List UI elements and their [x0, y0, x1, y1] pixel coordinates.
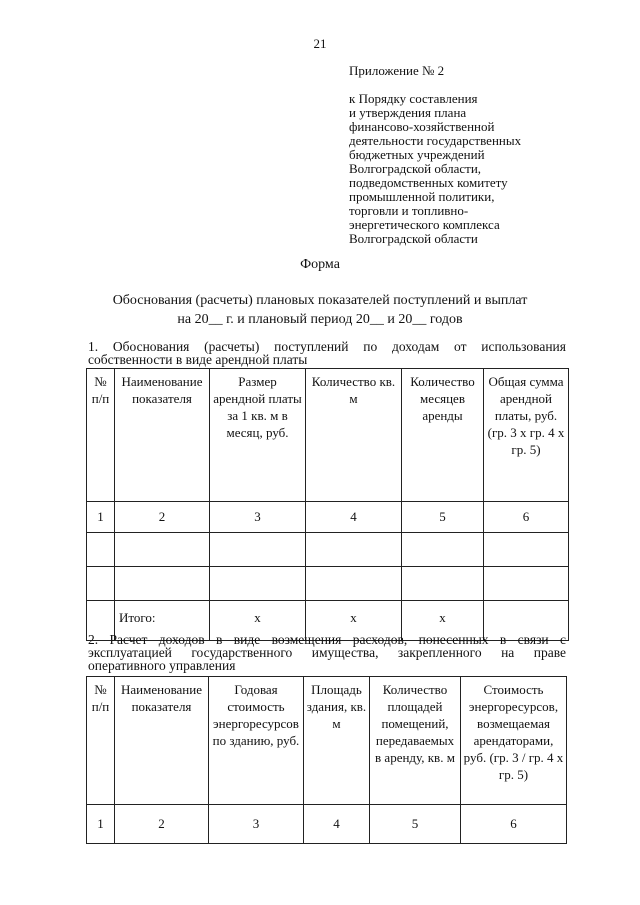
appendix-line: к Порядку составления: [349, 91, 478, 106]
table-header-row: [87, 369, 569, 502]
table-cell: [402, 533, 484, 567]
column-number: 6: [484, 502, 569, 533]
section2-heading: 2. Расчет доходов в виде возмещения расходов, понесенных в связи с эксплуатацией государственного имущества, закрепленного на праве оперативного управления: [88, 632, 566, 673]
header-cell: Размер арендной платы за 1 кв. м в месяц, руб.: [210, 369, 306, 502]
appendix-line: деятельности государственных: [349, 133, 522, 148]
header-cell: Стоимость энергоресурсов, возмещаемая арендаторами, руб. (гр. 3 / гр. 4 х гр. 5): [461, 677, 567, 805]
form-label: Форма: [300, 257, 340, 272]
appendix-line: промышленной политики,: [349, 189, 495, 204]
column-number: 5: [370, 805, 461, 844]
column-number: 4: [304, 805, 370, 844]
total-cell: х: [402, 601, 484, 641]
table-cell: [306, 533, 402, 567]
header-cell: Годовая стоимость энергоресурсов по зданию, руб.: [209, 677, 304, 805]
appendix-line: финансово-хозяйственной: [349, 119, 495, 134]
appendix-line: подведомственных комитету: [349, 175, 508, 190]
column-number: 6: [461, 805, 567, 844]
table-row: [87, 533, 569, 567]
document-title-line: на 20__ г. и плановый период 20__ и 20__ годов: [177, 312, 463, 327]
header-cell: Количество площадей помещений, передаваемых в аренду, кв. м: [370, 677, 461, 805]
table-cell: [115, 533, 210, 567]
table-header-row: [87, 677, 567, 805]
total-cell: х: [210, 601, 306, 641]
table-cell: [306, 567, 402, 601]
column-number-row: [87, 502, 569, 533]
header-cell: Общая сумма арендной платы, руб. (гр. 3 х гр. 4 х гр. 5): [484, 369, 569, 502]
appendix-block: [349, 64, 629, 246]
table-cell: [115, 567, 210, 601]
appendix-line: торговли и топливно-: [349, 203, 469, 218]
table-cell: [87, 567, 115, 601]
table-cell: [210, 533, 306, 567]
section1-heading: 1. Обоснования (расчеты) поступлений по доходам от использования собственности в виде арендной платы: [88, 339, 566, 367]
column-number: 2: [115, 805, 209, 844]
column-number-row: [87, 805, 567, 844]
total-label: Итого:: [115, 601, 210, 641]
header-cell: № п/п: [87, 369, 115, 502]
column-number: 1: [87, 805, 115, 844]
column-number: 4: [306, 502, 402, 533]
appendix-line: Волгоградской области: [349, 231, 478, 246]
table-row: [87, 567, 569, 601]
header-cell: Наименование показателя: [115, 369, 210, 502]
column-number: 1: [87, 502, 115, 533]
appendix-line: и утверждения плана: [349, 105, 467, 120]
table-cell: [402, 567, 484, 601]
header-cell: № п/п: [87, 677, 115, 805]
column-number: 2: [115, 502, 210, 533]
header-cell: Наименование показателя: [115, 677, 209, 805]
table-cell: [484, 567, 569, 601]
document-title-line: Обоснования (расчеты) плановых показателей поступлений и выплат: [112, 293, 528, 308]
table-cell: [87, 533, 115, 567]
column-number: 3: [210, 502, 306, 533]
appendix-line: Волгоградской области,: [349, 161, 482, 176]
header-cell: Количество кв. м: [306, 369, 402, 502]
rent-income-table: [86, 368, 569, 641]
column-number: 5: [402, 502, 484, 533]
expense-reimbursement-table: [86, 676, 567, 844]
column-number: 3: [209, 805, 304, 844]
appendix-line: бюджетных учреждений: [349, 147, 485, 162]
header-cell: Площадь здания, кв. м: [304, 677, 370, 805]
document-title: [70, 291, 570, 329]
total-cell: х: [306, 601, 402, 641]
table-cell: [484, 533, 569, 567]
appendix-line: энергетического комплекса: [349, 217, 500, 232]
header-cell: Количество месяцев аренды: [402, 369, 484, 502]
appendix-title: Приложение № 2: [349, 63, 445, 78]
page-number: 21: [313, 36, 327, 51]
table-cell: [210, 567, 306, 601]
